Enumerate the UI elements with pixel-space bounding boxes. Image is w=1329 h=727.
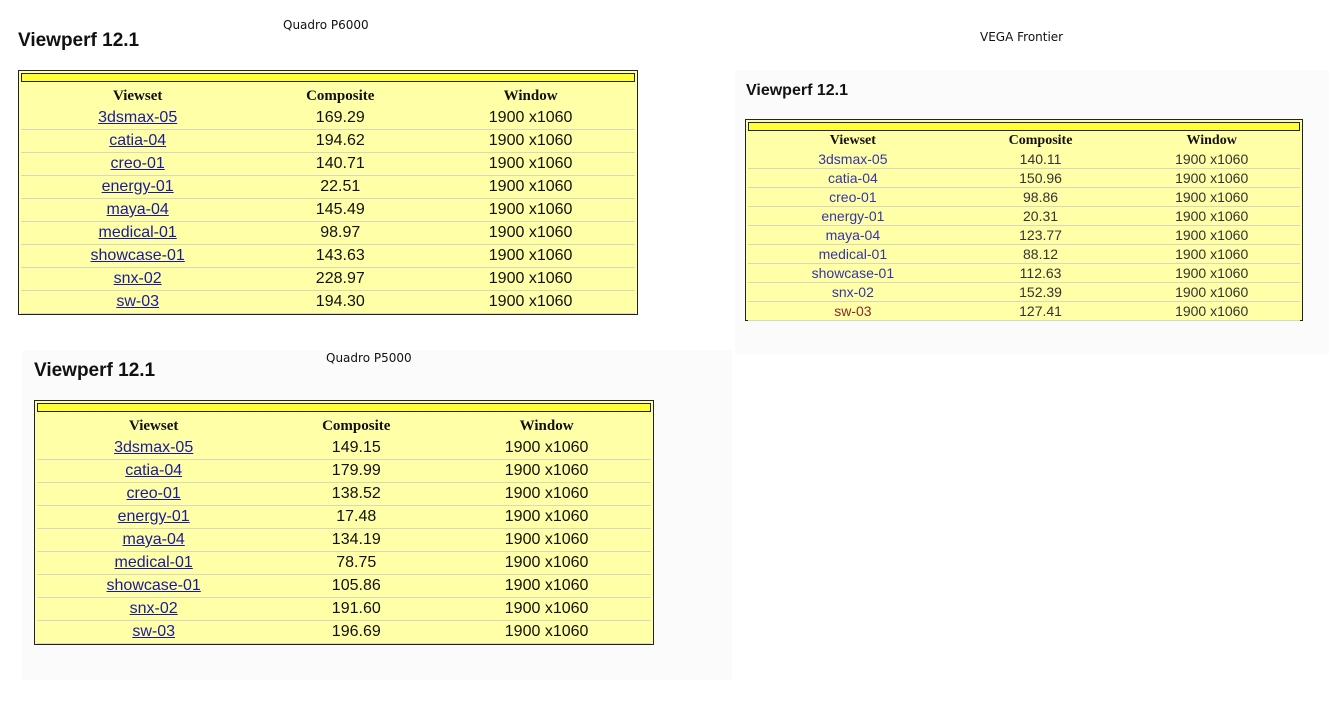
table-row (37, 460, 651, 483)
table-row (21, 245, 635, 268)
composite-score-cell: 105.86 (270, 575, 442, 598)
composite-score-cell: 228.97 (254, 268, 426, 291)
window-size-cell: 1900 x1060 (1123, 245, 1300, 264)
viewset-link[interactable]: sw-03 (132, 623, 175, 640)
table-row (37, 575, 651, 598)
viewset-cell (37, 483, 270, 506)
column-header-window: Window (1186, 133, 1237, 148)
composite-score-cell: 22.51 (254, 176, 426, 199)
window-size-cell: 1900 x1060 (1123, 150, 1300, 169)
table-row (21, 199, 635, 222)
viewset-cell (37, 598, 270, 621)
window-size-cell: 1900 x1060 (442, 621, 651, 644)
window-size-cell: 1900 x1060 (442, 575, 651, 598)
table-row (37, 529, 651, 552)
results-table-vega (745, 119, 1303, 321)
window-size-cell: 1900 x1060 (1123, 207, 1300, 226)
column-header-composite: Composite (306, 87, 375, 104)
window-size-cell: 1900 x1060 (1123, 283, 1300, 302)
viewset-table (748, 132, 1300, 321)
viewset-cell (748, 283, 958, 302)
page-title-p5000: Viewperf 12.1 (34, 360, 156, 381)
gpu-label-quadro-p5000: Quadro P5000 (326, 351, 412, 365)
viewset-cell (21, 291, 254, 314)
viewset-link[interactable]: maya-04 (122, 531, 185, 548)
table-header-row (748, 132, 1300, 150)
composite-score-cell: 20.31 (958, 207, 1124, 226)
viewset-link[interactable]: showcase-01 (811, 265, 895, 281)
column-header-window: Window (519, 417, 574, 434)
composite-score-cell: 179.99 (270, 460, 442, 483)
table-header-row (37, 415, 651, 437)
composite-score-cell: 169.29 (254, 107, 426, 130)
table-row (748, 264, 1300, 283)
viewset-link[interactable]: creo-01 (110, 155, 165, 172)
composite-score-cell: 143.63 (254, 245, 426, 268)
viewset-cell (37, 437, 270, 460)
viewset-cell (37, 552, 270, 575)
results-table-p6000 (18, 70, 638, 315)
window-size-cell: 1900 x1060 (1123, 264, 1300, 283)
viewset-cell (37, 621, 270, 644)
table-header-row (21, 85, 635, 107)
viewset-link[interactable]: catia-04 (827, 170, 878, 186)
table-row (21, 107, 635, 130)
composite-score-cell: 17.48 (270, 506, 442, 529)
viewset-cell (21, 222, 254, 245)
viewset-link[interactable]: catia-04 (125, 462, 183, 479)
table-row (37, 621, 651, 644)
window-size-cell: 1900 x1060 (426, 153, 635, 176)
viewset-cell (21, 245, 254, 268)
composite-score-cell: 194.30 (254, 291, 426, 314)
window-size-cell: 1900 x1060 (1123, 302, 1300, 321)
gpu-label-quadro-p6000: Quadro P6000 (283, 18, 369, 32)
table-row (748, 302, 1300, 321)
window-size-cell: 1900 x1060 (442, 483, 651, 506)
composite-score-cell: 127.41 (958, 302, 1124, 321)
column-header-composite: Composite (322, 417, 391, 434)
viewset-cell (21, 268, 254, 291)
viewset-cell (21, 153, 254, 176)
column-header-viewset: Viewset (829, 133, 876, 148)
viewset-cell (37, 575, 270, 598)
window-size-cell: 1900 x1060 (1123, 169, 1300, 188)
viewset-cell (748, 264, 958, 283)
viewset-link[interactable]: 3dsmax-05 (818, 151, 888, 167)
table-row (748, 150, 1300, 169)
table-row (21, 130, 635, 153)
table-row (748, 226, 1300, 245)
composite-score-cell: 149.15 (270, 437, 442, 460)
viewset-cell (37, 460, 270, 483)
header-bar (37, 403, 651, 412)
composite-score-cell: 138.52 (270, 483, 442, 506)
page-title-p6000: Viewperf 12.1 (18, 30, 140, 51)
composite-score-cell: 98.86 (958, 188, 1124, 207)
viewset-link[interactable]: creo-01 (126, 485, 181, 502)
composite-score-cell: 140.11 (958, 150, 1124, 169)
composite-score-cell: 134.19 (270, 529, 442, 552)
header-bar (748, 122, 1300, 131)
composite-score-cell: 196.69 (270, 621, 442, 644)
viewset-link[interactable]: medical-01 (114, 554, 193, 571)
table-row (37, 437, 651, 460)
window-size-cell: 1900 x1060 (442, 598, 651, 621)
viewset-cell (21, 176, 254, 199)
window-size-cell: 1900 x1060 (426, 291, 635, 314)
composite-score-cell: 88.12 (958, 245, 1124, 264)
viewset-cell (21, 130, 254, 153)
viewset-cell (21, 107, 254, 130)
viewset-link[interactable]: medical-01 (818, 246, 888, 262)
composite-score-cell: 191.60 (270, 598, 442, 621)
window-size-cell: 1900 x1060 (1123, 188, 1300, 207)
composite-score-cell: 112.63 (958, 264, 1124, 283)
viewset-cell (21, 199, 254, 222)
window-size-cell: 1900 x1060 (426, 245, 635, 268)
window-size-cell: 1900 x1060 (442, 529, 651, 552)
column-header-viewset: Viewset (128, 417, 179, 434)
column-header-viewset: Viewset (112, 87, 163, 104)
viewset-cell (37, 529, 270, 552)
viewset-link[interactable]: snx-02 (113, 270, 162, 287)
table-row (748, 188, 1300, 207)
header-bar (21, 73, 635, 82)
viewset-link[interactable]: maya-04 (825, 227, 881, 243)
viewset-cell (748, 302, 958, 321)
viewset-link[interactable]: energy-01 (101, 178, 174, 195)
column-header-composite: Composite (1008, 133, 1073, 148)
viewset-cell (748, 169, 958, 188)
viewset-link[interactable]: creo-01 (829, 189, 877, 205)
viewset-link[interactable]: energy-01 (821, 208, 885, 224)
table-row (748, 207, 1300, 226)
viewset-cell (748, 207, 958, 226)
results-table-p5000 (34, 400, 654, 645)
table-row (748, 169, 1300, 188)
table-row (21, 291, 635, 314)
window-size-cell: 1900 x1060 (426, 176, 635, 199)
table-row (748, 245, 1300, 264)
viewset-cell (748, 226, 958, 245)
table-row (37, 506, 651, 529)
window-size-cell: 1900 x1060 (426, 107, 635, 130)
composite-score-cell: 145.49 (254, 199, 426, 222)
viewset-link[interactable]: 3dsmax-05 (114, 439, 194, 456)
window-size-cell: 1900 x1060 (442, 460, 651, 483)
viewset-table (21, 85, 635, 314)
composite-score-cell: 150.96 (958, 169, 1124, 188)
table-row (748, 283, 1300, 302)
viewset-link[interactable]: catia-04 (109, 132, 167, 149)
composite-score-cell: 152.39 (958, 283, 1124, 302)
table-row (21, 153, 635, 176)
window-size-cell: 1900 x1060 (426, 268, 635, 291)
viewset-link[interactable]: sw-03 (116, 293, 159, 310)
viewset-link[interactable]: 3dsmax-05 (98, 109, 178, 126)
window-size-cell: 1900 x1060 (442, 552, 651, 575)
composite-score-cell: 194.62 (254, 130, 426, 153)
table-row (21, 176, 635, 199)
viewset-cell (748, 150, 958, 169)
viewset-table (37, 415, 651, 644)
table-row (21, 222, 635, 245)
viewset-cell (37, 506, 270, 529)
viewset-link[interactable]: showcase-01 (90, 247, 185, 264)
viewset-cell (748, 245, 958, 264)
window-size-cell: 1900 x1060 (442, 506, 651, 529)
window-size-cell: 1900 x1060 (426, 222, 635, 245)
viewset-cell (748, 188, 958, 207)
composite-score-cell: 78.75 (270, 552, 442, 575)
window-size-cell: 1900 x1060 (442, 437, 651, 460)
window-size-cell: 1900 x1060 (426, 199, 635, 222)
table-row (21, 268, 635, 291)
viewset-link[interactable]: showcase-01 (106, 577, 201, 594)
gpu-label-vega-frontier: VEGA Frontier (980, 30, 1064, 44)
table-row (37, 552, 651, 575)
page-title-vega: Viewperf 12.1 (746, 82, 848, 99)
viewset-link[interactable]: snx-02 (831, 284, 874, 300)
composite-score-cell: 123.77 (958, 226, 1124, 245)
viewset-link[interactable]: maya-04 (106, 201, 169, 218)
viewset-link[interactable]: energy-01 (117, 508, 190, 525)
viewset-link[interactable]: snx-02 (129, 600, 178, 617)
table-row (37, 483, 651, 506)
composite-score-cell: 140.71 (254, 153, 426, 176)
column-header-window: Window (503, 87, 558, 104)
table-row (37, 598, 651, 621)
viewset-link[interactable]: sw-03 (834, 303, 872, 319)
composite-score-cell: 98.97 (254, 222, 426, 245)
viewset-link[interactable]: medical-01 (98, 224, 177, 241)
window-size-cell: 1900 x1060 (1123, 226, 1300, 245)
window-size-cell: 1900 x1060 (426, 130, 635, 153)
